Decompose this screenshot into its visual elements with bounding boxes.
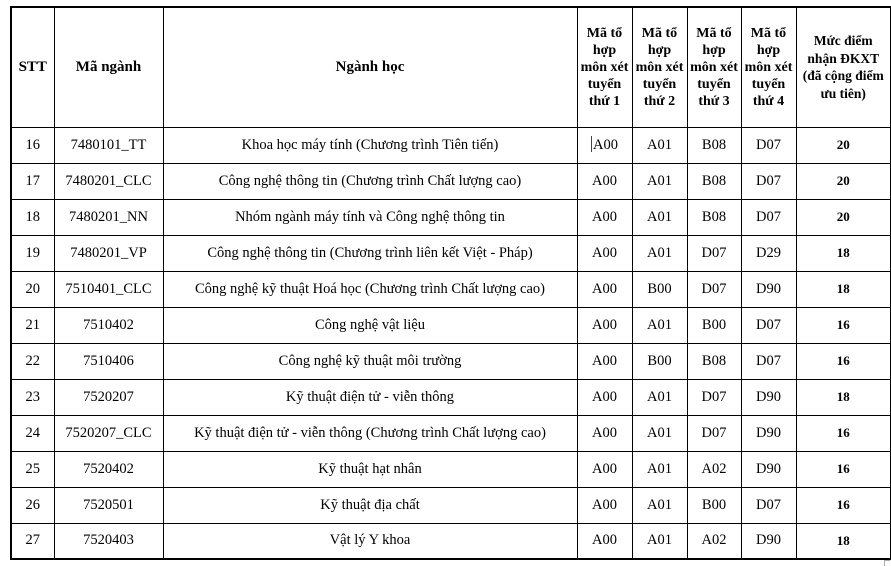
- cell-score: 18: [796, 523, 891, 559]
- cell-combo-2: B00: [632, 343, 687, 379]
- cell-combo-2: A01: [632, 379, 687, 415]
- cell-combo-1: A00: [577, 307, 632, 343]
- cell-combo-4: D07: [741, 343, 796, 379]
- cell-combo-3: D07: [687, 235, 741, 271]
- cell-score: 16: [796, 343, 891, 379]
- cell-combo-3: D07: [687, 271, 741, 307]
- cell-major-name: Công nghệ thông tin (Chương trình liên kết Việt - Pháp): [163, 235, 577, 271]
- cell-stt: 20: [11, 271, 54, 307]
- header-row: [11, 7, 891, 127]
- cell-combo-4: D90: [741, 415, 796, 451]
- cell-combo-3: D07: [687, 415, 741, 451]
- table-row: [11, 163, 891, 199]
- cell-combo-2: A01: [632, 163, 687, 199]
- cell-score: 18: [796, 379, 891, 415]
- cell-score: 16: [796, 307, 891, 343]
- cell-combo-4: D07: [741, 127, 796, 163]
- cell-combo-3: B08: [687, 199, 741, 235]
- cell-score: 20: [796, 199, 891, 235]
- cell-combo-3: B08: [687, 163, 741, 199]
- cell-major-name: Nhóm ngành máy tính và Công nghệ thông tin: [163, 199, 577, 235]
- text-cursor-icon: [591, 136, 592, 152]
- cell-major-code: 7520402: [54, 451, 163, 487]
- cell-major-code: 7520403: [54, 523, 163, 559]
- cell-combo-2: A01: [632, 199, 687, 235]
- cell-score: 18: [796, 235, 891, 271]
- cell-stt: 17: [11, 163, 54, 199]
- cell-score: 16: [796, 487, 891, 523]
- cell-stt: 16: [11, 127, 54, 163]
- cell-combo-1: A00: [577, 271, 632, 307]
- cell-major-code: 7510406: [54, 343, 163, 379]
- cell-combo-2: A01: [632, 127, 687, 163]
- cell-combo-1: A00: [577, 451, 632, 487]
- cell-stt: 19: [11, 235, 54, 271]
- col-header-stt: STT: [11, 7, 54, 127]
- cell-score: 20: [796, 163, 891, 199]
- cell-score: 20: [796, 127, 891, 163]
- cell-combo-4: D90: [741, 451, 796, 487]
- cell-score: 16: [796, 451, 891, 487]
- col-header-combo-2: Mã tổ hợp môn xét tuyển thứ 2: [632, 7, 687, 127]
- table-row: [11, 199, 891, 235]
- table-row: [11, 523, 891, 559]
- cell-combo-4: D90: [741, 523, 796, 559]
- cell-stt: 26: [11, 487, 54, 523]
- cell-score: 16: [796, 415, 891, 451]
- cell-major-code: 7480201_CLC: [54, 163, 163, 199]
- cell-major-name: Công nghệ thông tin (Chương trình Chất lượng cao): [163, 163, 577, 199]
- table-row: [11, 307, 891, 343]
- cell-stt: 25: [11, 451, 54, 487]
- cell-major-name: Khoa học máy tính (Chương trình Tiên tiến): [163, 127, 577, 163]
- cell-major-name: Kỹ thuật hạt nhân: [163, 451, 577, 487]
- cell-stt: 18: [11, 199, 54, 235]
- cell-combo-2: A01: [632, 307, 687, 343]
- cell-major-code: 7520501: [54, 487, 163, 523]
- cell-combo-4: D90: [741, 379, 796, 415]
- cell-score: 18: [796, 271, 891, 307]
- col-header-major-code: Mã ngành: [54, 7, 163, 127]
- cell-combo-3: B00: [687, 487, 741, 523]
- cell-combo-2: A01: [632, 415, 687, 451]
- cell-major-code: 7480101_TT: [54, 127, 163, 163]
- cell-combo-3: B00: [687, 307, 741, 343]
- table-row: [11, 343, 891, 379]
- col-header-major-name: Ngành học: [163, 7, 577, 127]
- cell-major-code: 7510402: [54, 307, 163, 343]
- admission-score-table: [10, 6, 891, 560]
- cell-combo-4: D07: [741, 199, 796, 235]
- table-row: [11, 451, 891, 487]
- cell-combo-2: B00: [632, 271, 687, 307]
- cell-stt: 22: [11, 343, 54, 379]
- cell-major-code: 7520207: [54, 379, 163, 415]
- cell-combo-1: [577, 127, 632, 163]
- cell-combo-3: A02: [687, 523, 741, 559]
- cell-combo-4: D07: [741, 307, 796, 343]
- cell-combo-1: A00: [577, 343, 632, 379]
- cell-combo-1: A00: [577, 487, 632, 523]
- cell-combo-2: A01: [632, 487, 687, 523]
- cell-major-name: Vật lý Y khoa: [163, 523, 577, 559]
- col-header-score: Mức điểm nhận ĐKXT (đã cộng điểm ưu tiên): [796, 7, 891, 127]
- cell-combo-3: B08: [687, 127, 741, 163]
- cell-combo-4: D90: [741, 271, 796, 307]
- cell-combo-text: A00: [593, 137, 618, 153]
- cell-combo-4: D07: [741, 163, 796, 199]
- cell-combo-1: A00: [577, 199, 632, 235]
- cell-combo-3: D07: [687, 379, 741, 415]
- cell-combo-1: A00: [577, 415, 632, 451]
- table-row: [11, 487, 891, 523]
- cell-major-code: 7480201_NN: [54, 199, 163, 235]
- cell-major-name: Kỹ thuật điện tử - viễn thông: [163, 379, 577, 415]
- cell-combo-4: D07: [741, 487, 796, 523]
- cell-combo-1: A00: [577, 235, 632, 271]
- cell-major-code: 7520207_CLC: [54, 415, 163, 451]
- col-header-combo-1: Mã tổ hợp môn xét tuyển thứ 1: [577, 7, 632, 127]
- cell-major-name: Kỹ thuật địa chất: [163, 487, 577, 523]
- table-row: [11, 379, 891, 415]
- table-row: [11, 235, 891, 271]
- cell-major-code: 7480201_VP: [54, 235, 163, 271]
- table-row: [11, 127, 891, 163]
- table-row: [11, 271, 891, 307]
- cell-major-name: Công nghệ kỹ thuật môi trường: [163, 343, 577, 379]
- cell-combo-3: A02: [687, 451, 741, 487]
- cell-stt: 24: [11, 415, 54, 451]
- cell-combo-4: D29: [741, 235, 796, 271]
- cell-stt: 27: [11, 523, 54, 559]
- cell-major-code: 7510401_CLC: [54, 271, 163, 307]
- cell-combo-1: A00: [577, 379, 632, 415]
- artifact-corner-mark: [884, 560, 890, 566]
- cell-stt: 23: [11, 379, 54, 415]
- cell-major-name: Kỹ thuật điện tử - viễn thông (Chương trình Chất lượng cao): [163, 415, 577, 451]
- cell-combo-2: A01: [632, 451, 687, 487]
- cell-major-name: Công nghệ kỹ thuật Hoá học (Chương trình Chất lượng cao): [163, 271, 577, 307]
- cell-combo-2: A01: [632, 235, 687, 271]
- table-row: [11, 415, 891, 451]
- cell-combo-3: B08: [687, 343, 741, 379]
- cell-combo-1: A00: [577, 523, 632, 559]
- col-header-combo-3: Mã tổ hợp môn xét tuyển thứ 3: [687, 7, 741, 127]
- cell-combo-2: A01: [632, 523, 687, 559]
- cell-major-name: Công nghệ vật liệu: [163, 307, 577, 343]
- cell-stt: 21: [11, 307, 54, 343]
- col-header-combo-4: Mã tổ hợp môn xét tuyển thứ 4: [741, 7, 796, 127]
- cell-combo-1: A00: [577, 163, 632, 199]
